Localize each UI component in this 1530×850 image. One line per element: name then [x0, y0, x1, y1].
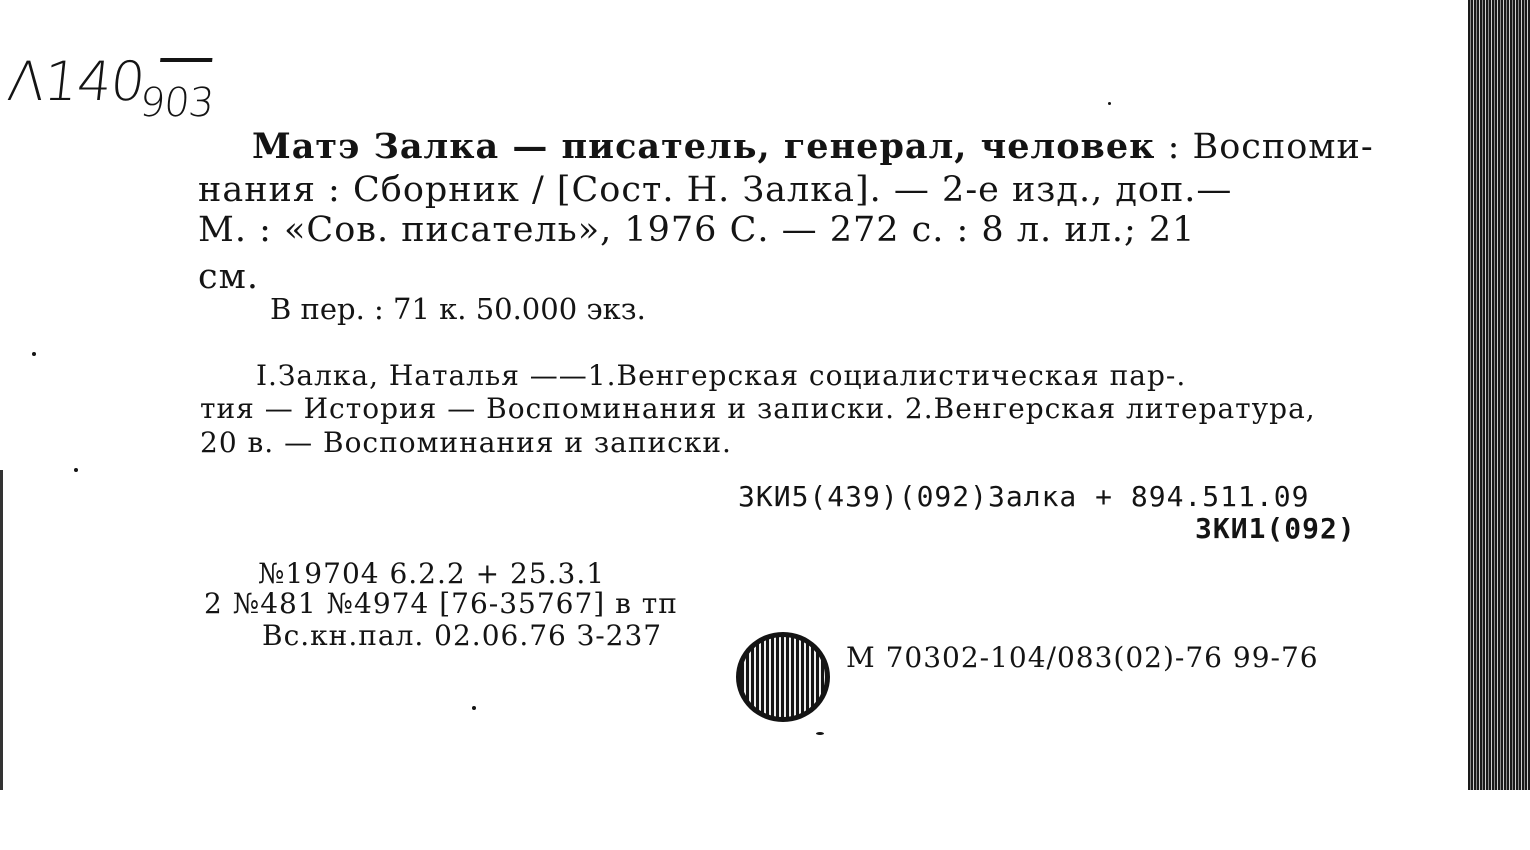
- subject-line-3: 20 в. — Воспоминания и записки.: [200, 426, 732, 459]
- classification-line: 3КИ5(439)(092)Залка + 894.511.09: [738, 480, 1310, 513]
- record-line-2: 2 №481 №4974 [76-35767] в тп: [204, 587, 678, 620]
- book-title: Матэ Залка — писатель, генерал, человек: [252, 126, 1156, 167]
- punched-hole-stamp: [736, 632, 830, 722]
- title-line: [252, 124, 1374, 170]
- speck: [32, 352, 36, 356]
- price-line: В пер. : 71 к. 50.000 экз.: [270, 292, 646, 326]
- entry-line-1: нания : Сборник / [Сост. Н. Залка]. — 2-е изд., доп.—: [198, 170, 1233, 210]
- handwritten-shelf-mark: [4, 50, 221, 126]
- imprint-code: М 70302-104/083(02)-76 99-76: [846, 641, 1319, 674]
- title-continuation: : Воспоми-: [1167, 127, 1374, 167]
- speck: [472, 706, 476, 710]
- speck: [816, 732, 824, 735]
- subject-line-2: тия — История — Воспоминания и записки. 2.Венгерская литература,: [200, 392, 1316, 425]
- speck: [74, 468, 78, 472]
- card-right-edge: [1468, 0, 1530, 790]
- record-line-1: №19704 6.2.2 + 25.3.1: [258, 557, 606, 590]
- classification-secondary: 3КИ1(092): [1195, 512, 1356, 545]
- speck: [1108, 102, 1111, 105]
- record-line-3: Вс.кн.пал. 02.06.76 З-237: [262, 619, 663, 652]
- subject-line-1: I.Залка, Наталья ——1.Венгерская социалистическая пар-.: [256, 359, 1187, 392]
- shelf-subscript: 903: [137, 80, 216, 126]
- overline-stroke: [160, 58, 212, 62]
- entry-line-2: М. : «Сов. писатель», 1976 С. — 272 с. : 8 л. ил.; 21: [198, 210, 1196, 250]
- entry-line-3: см.: [198, 257, 259, 297]
- card-left-edge: [0, 470, 3, 790]
- shelf-code: Λ140: [4, 50, 148, 113]
